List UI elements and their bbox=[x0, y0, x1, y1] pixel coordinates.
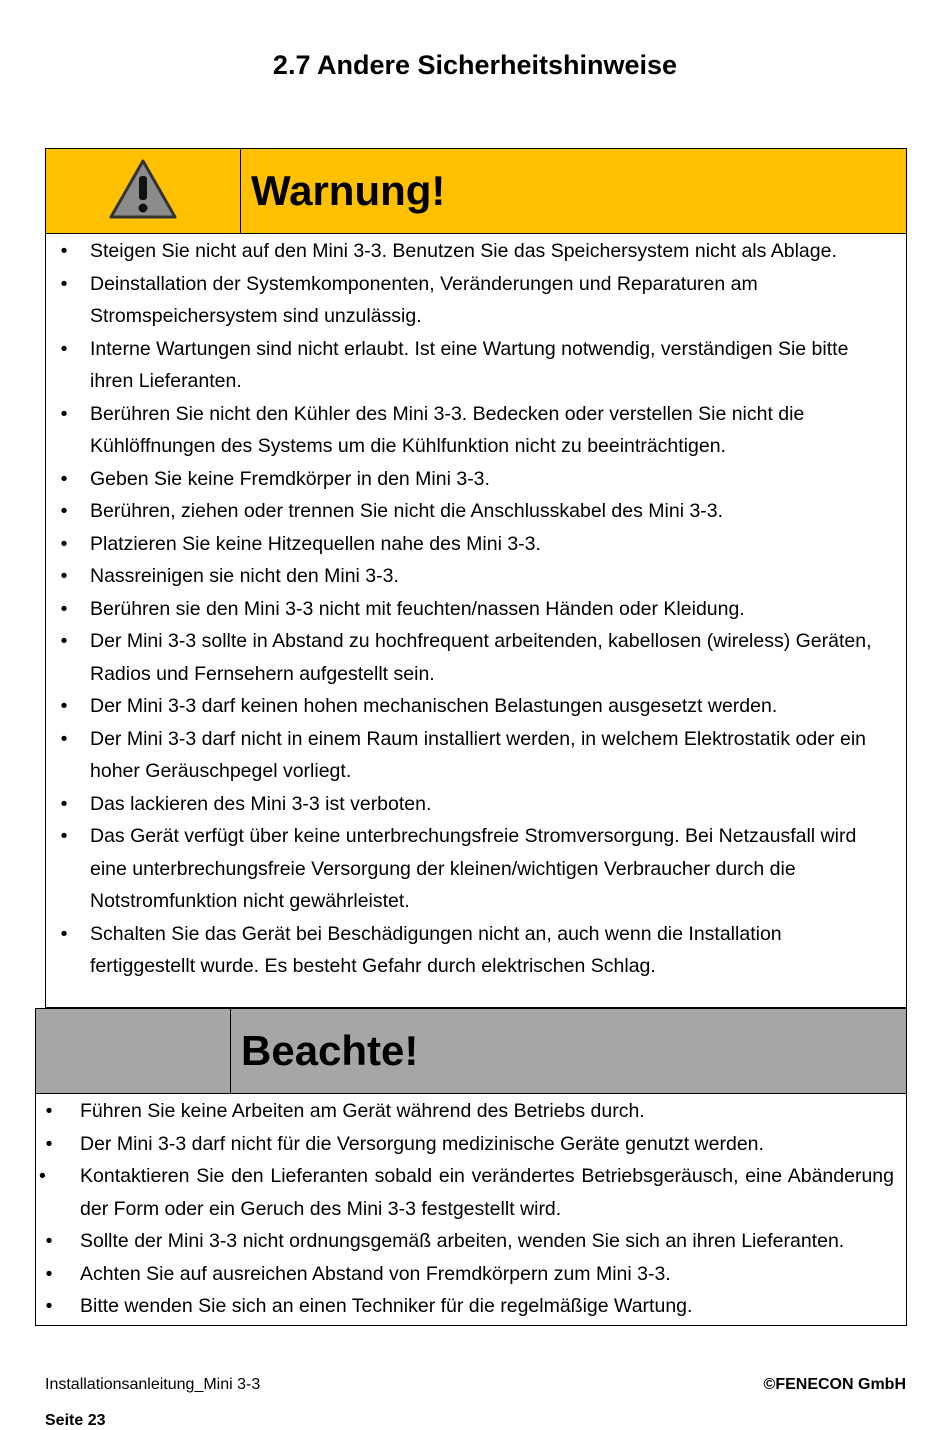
warning-icon-cell bbox=[46, 149, 241, 233]
list-item bbox=[46, 333, 906, 398]
list-item bbox=[46, 463, 906, 496]
bullet-icon: • bbox=[60, 727, 68, 750]
page-title: 2.7 Andere Sicherheitshinweise bbox=[272, 50, 678, 80]
list-item bbox=[46, 625, 906, 690]
list-item bbox=[46, 788, 906, 821]
list-item bbox=[36, 1258, 906, 1291]
warning-heading: Warnung! bbox=[251, 167, 446, 214]
list-item bbox=[46, 528, 906, 561]
warning-box bbox=[45, 148, 907, 1008]
list-item-text: Das lackieren des Mini 3-3 ist verboten. bbox=[90, 792, 432, 815]
list-item-text: Führen Sie keine Arbeiten am Gerät während des Betriebs durch. bbox=[80, 1100, 645, 1122]
footer-document-name: Installationsanleitung_Mini 3-3 bbox=[45, 1376, 261, 1393]
warning-triangle-icon bbox=[108, 158, 178, 225]
bullet-icon: • bbox=[60, 597, 68, 620]
bullet-icon: • bbox=[60, 337, 68, 360]
bullet-icon: • bbox=[45, 1132, 53, 1155]
bullet-icon: • bbox=[60, 240, 68, 262]
list-item bbox=[46, 593, 906, 626]
list-item bbox=[46, 560, 906, 593]
list-item bbox=[36, 1225, 906, 1258]
list-item-text: Das Gerät verfügt über keine unterbrechungsfreie Stromversorgung. Bei Netzausfall wird eine unterbrechungsfreie Versorgung der kleinen/wichtigen Verbraucher durch die Notstromfunktion nicht gewährleistet. bbox=[90, 825, 857, 912]
list-item-text: Steigen Sie nicht auf den Mini 3-3. Benutzen Sie das Speichersystem nicht als Ablage. bbox=[90, 240, 837, 262]
list-item-text: Berühren sie den Mini 3-3 nicht mit feuchten/nassen Händen oder Kleidung. bbox=[90, 597, 745, 620]
bullet-icon: • bbox=[60, 792, 68, 815]
warning-list bbox=[46, 235, 906, 983]
note-header bbox=[36, 1009, 906, 1094]
bullet-icon: • bbox=[60, 565, 68, 587]
bullet-icon: • bbox=[60, 272, 68, 295]
list-item-text: Der Mini 3-3 darf keinen hohen mechanischen Belastungen ausgesetzt werden. bbox=[90, 695, 778, 717]
note-heading: Beachte! bbox=[241, 1027, 419, 1074]
list-item-text: Schalten Sie das Gerät bei Beschädigungen nicht an, auch wenn die Installation fertiggestellt wurde. Es besteht Gefahr durch elektrischen Schlag. bbox=[90, 922, 782, 977]
bullet-icon: • bbox=[60, 825, 68, 847]
bullet-icon: • bbox=[39, 1165, 46, 1187]
list-item bbox=[46, 690, 906, 723]
list-item bbox=[46, 820, 906, 918]
list-item bbox=[36, 1160, 906, 1225]
list-item-text: Berühren Sie nicht den Kühler des Mini 3-3. Bedecken oder verstellen Sie nicht die Kühlöffnungen des Systems um die Kühlfunktion nicht zu beeinträchtigen. bbox=[90, 402, 805, 457]
list-item bbox=[36, 1128, 906, 1161]
footer-copyright: ©FENECON GmbH bbox=[763, 1376, 906, 1393]
bullet-icon: • bbox=[60, 630, 68, 652]
list-item bbox=[46, 918, 906, 983]
list-item-text: Nassreinigen sie nicht den Mini 3-3. bbox=[90, 565, 399, 587]
list-item-text: Interne Wartungen sind nicht erlaubt. Ist eine Wartung notwendig, verständigen Sie bitte ihren Lieferanten. bbox=[90, 337, 849, 392]
bullet-icon: • bbox=[60, 467, 68, 490]
list-item bbox=[46, 723, 906, 788]
bullet-icon: • bbox=[45, 1295, 53, 1317]
bullet-icon: • bbox=[45, 1100, 53, 1122]
list-item-text: Geben Sie keine Fremdkörper in den Mini 3-3. bbox=[90, 467, 490, 490]
bullet-icon: • bbox=[45, 1230, 53, 1252]
note-empty-cell bbox=[36, 1009, 231, 1093]
list-item-text: Achten Sie auf ausreichen Abstand von Fremdkörpern zum Mini 3-3. bbox=[80, 1262, 671, 1285]
note-list bbox=[36, 1095, 906, 1323]
list-item-text: Berühren, ziehen oder trennen Sie nicht die Anschlusskabel des Mini 3-3. bbox=[90, 500, 724, 522]
list-item bbox=[36, 1095, 906, 1128]
bullet-icon: • bbox=[60, 922, 68, 945]
list-item-text: Platzieren Sie keine Hitzequellen nahe des Mini 3-3. bbox=[90, 532, 541, 555]
page-number: Seite 23 bbox=[45, 1412, 106, 1429]
list-item-text: Sollte der Mini 3-3 nicht ordnungsgemäß arbeiten, wenden Sie sich an ihren Lieferanten. bbox=[80, 1230, 845, 1252]
bullet-icon: • bbox=[60, 402, 68, 425]
list-item-text: Der Mini 3-3 darf nicht für die Versorgung medizinische Geräte genutzt werden. bbox=[80, 1132, 764, 1155]
list-item-text: Kontaktieren Sie den Lieferanten sobald ein verändertes Betriebsgeräusch, eine Abänderung der Form oder ein Geruch des Mini 3-3 festgestellt wird. bbox=[80, 1165, 894, 1220]
list-item-text: Bitte wenden Sie sich an einen Techniker für die regelmäßige Wartung. bbox=[80, 1295, 693, 1317]
list-item bbox=[46, 398, 906, 463]
list-item-text: Deinstallation der Systemkomponenten, Veränderungen und Reparaturen am Stromspeichersystem sind unzulässig. bbox=[90, 272, 758, 327]
list-item-text: Der Mini 3-3 darf nicht in einem Raum installiert werden, in welchem Elektrostatik oder ein hoher Geräuschpegel vorliegt. bbox=[90, 727, 866, 782]
bullet-icon: • bbox=[60, 695, 68, 717]
list-item bbox=[36, 1290, 906, 1323]
list-item-text: Der Mini 3-3 sollte in Abstand zu hochfrequent arbeitenden, kabellosen (wireless) Geräten, Radios und Fernsehern aufgestellt sein. bbox=[90, 630, 872, 685]
list-item bbox=[46, 495, 906, 528]
bullet-icon: • bbox=[60, 532, 68, 555]
list-item bbox=[46, 268, 906, 333]
bullet-icon: • bbox=[45, 1262, 53, 1285]
list-item bbox=[46, 235, 906, 268]
note-box bbox=[35, 1008, 907, 1326]
bullet-icon: • bbox=[60, 500, 68, 522]
warning-header bbox=[46, 149, 906, 234]
